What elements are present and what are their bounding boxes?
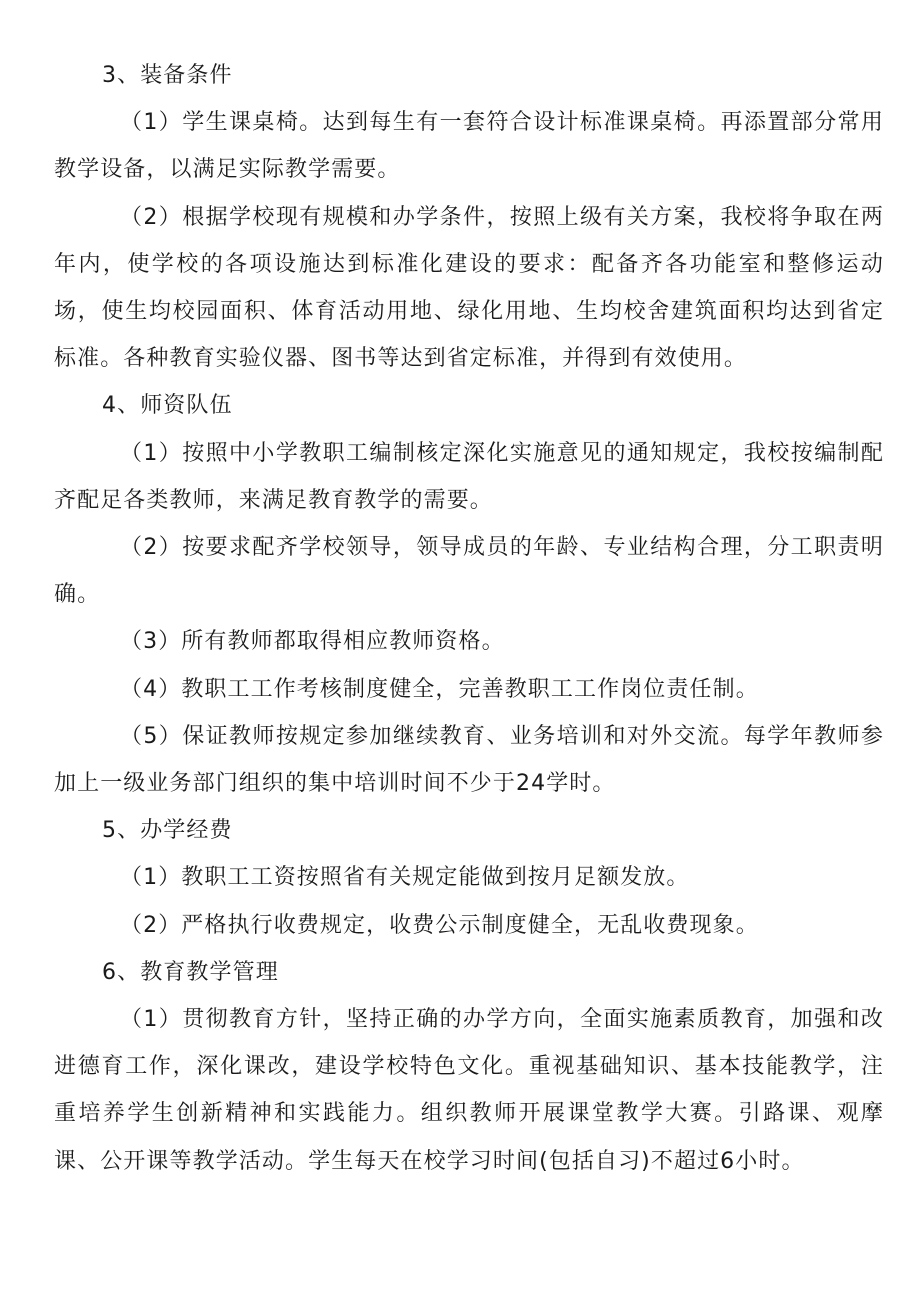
paragraph-teachers-5: （5）保证教师按规定参加继续教育、业务培训和对外交流。每学年教师参加上一级业务部门组织的集中培训时间不少于24学时。	[54, 723, 884, 797]
paragraph-teachers-1: （1）按照中小学教职工编制核定深化实施意见的通知规定，我校按编制配齐配足各类教师，来满足教育教学的需要。	[54, 440, 884, 513]
paragraph-teaching-management-1: （1）贯彻教育方针，坚持正确的办学方向，全面实施素质教育，加强和改进德育工作，深化课改，建设学校特色文化。重视基础知识、基本技能教学，注重培养学生创新精神和实践能力。组织教师开展课堂教学大赛。引路课、观摩课、公开课等教学活动。学生每天在校学习时间(包括自习)不超过6小时。	[54, 1007, 884, 1174]
paragraph-equipment-1: （1）学生课桌椅。达到每生有一套符合设计标准课桌椅。再添置部分常用教学设备，以满足实际教学需要。	[54, 110, 884, 183]
paragraph-funding-1: （1）教职工工资按照省有关规定能做到按月足额发放。	[120, 865, 690, 891]
section-heading-teachers: 4、师资队伍	[102, 393, 233, 419]
paragraph-funding-2: （2）严格执行收费规定，收费公示制度健全，无乱收费现象。	[120, 912, 759, 938]
document-body	[54, 52, 884, 1185]
section-heading-funding: 5、办学经费	[102, 818, 233, 844]
section-heading-teaching-management: 6、教育教学管理	[102, 959, 279, 985]
section-heading-equipment: 3、装备条件	[102, 63, 233, 88]
paragraph-teachers-2: （2）按要求配齐学校领导，领导成员的年龄、专业结构合理，分工职责明确。	[54, 535, 884, 608]
paragraph-equipment-2: （2）根据学校现有规模和办学条件，按照上级有关方案，我校将争取在两年内，使学校的各项设施达到标准化建设的要求：配备齐各功能室和整修运动场，使生均校园面积、体育活动用地、绿化用地、生均校舍建筑面积均达到省定标准。各种教育实验仪器、图书等达到省定标准，并得到有效使用。	[54, 204, 884, 372]
paragraph-teachers-4: （4）教职工工作考核制度健全，完善教职工工作岗位责任制。	[120, 676, 759, 702]
paragraph-teachers-3: （3）所有教师都取得相应教师资格。	[120, 629, 505, 655]
